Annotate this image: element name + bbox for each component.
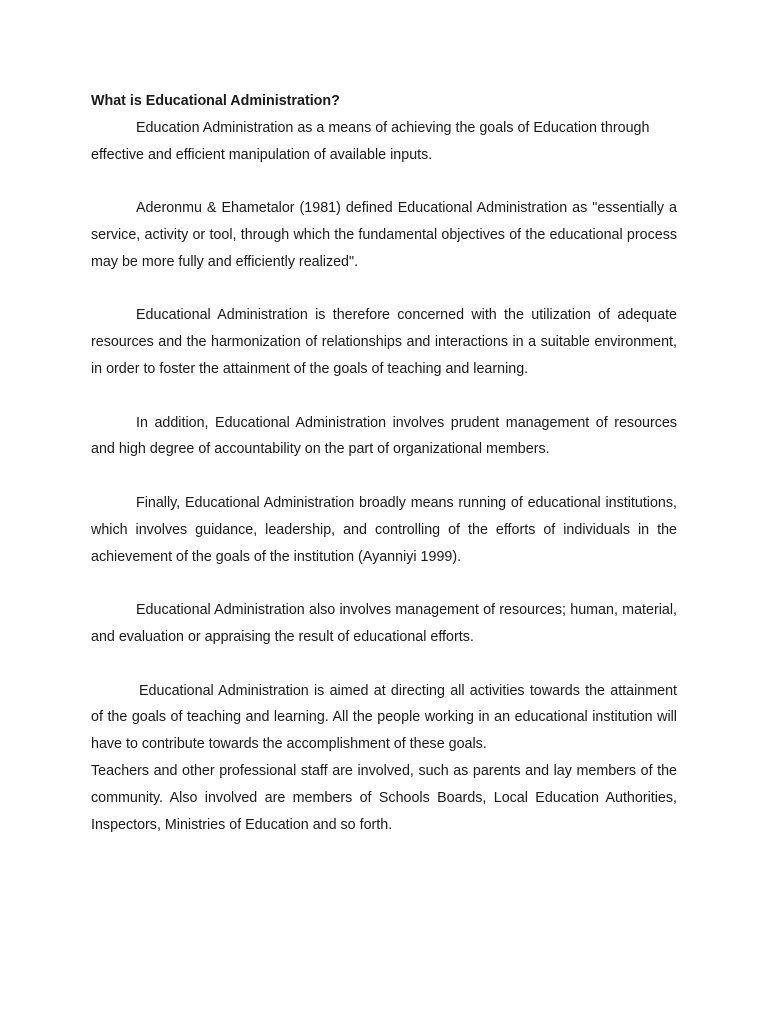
paragraph-resources: Educational Administration also involves management of resources; human, material, and evaluation or appraising the result of educational efforts. [91,602,677,645]
paragraph-utilization: Educational Administration is therefore concerned with the utilization of adequate resources and the harmonization of relationships and interactions in a suitable environment, in order to foster the attainment of the goals of teaching and learning. [91,307,677,377]
paragraph-participants: Teachers and other professional staff are involved, such as parents and lay members of the community. Also involved are members of Schools Boards, Local Education Authorities, Inspectors, Ministries of Education and so forth. [91,762,677,833]
paragraph-accountability: In addition, Educational Administration involves prudent management of resources and high degree of accountability on the part of organizational members. [91,414,677,458]
paragraph-definition: Education Administration as a means of achieving the goals of Education through effective and efficient manipulation of available inputs. [91,119,650,163]
document-title: What is Educational Administration? [91,93,340,109]
paragraph-ayanniyi: Finally, Educational Administration broadly means running of educational institutions, which involves guidance, leadership, and controlling of the efforts of individuals in the achievement of the goals of the institution (Ayanniyi 1999). [91,494,677,565]
document-page [91,88,677,838]
paragraph-goals: Educational Administration is aimed at directing all activities towards the attainment of the goals of teaching and learning. All the people working in an educational institution will have to contribute towards the accomplishment of these goals. [91,682,677,753]
paragraph-aderonmu: Aderonmu & Ehametalor (1981) defined Educational Administration as "essentially a service, activity or tool, through which the fundamental objectives of the educational process may be more fully and efficiently realized". [91,200,677,270]
